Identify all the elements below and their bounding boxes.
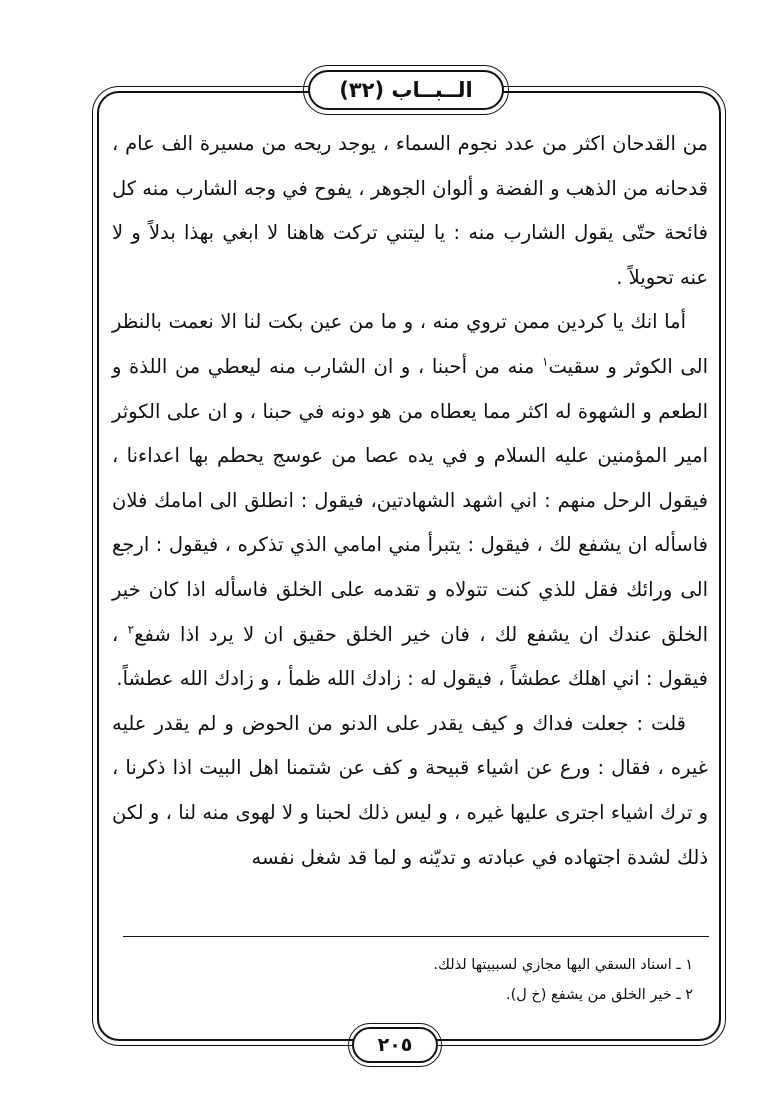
paragraph-1: من القدحان اكثر من عدد نجوم السماء ، يوجد ريحه من مسيرة الف عام ، قدحانه من الذهب و الفضة و ألوان الجوهر ، يفوح في وجه الشارب منه كل فائحة حتّى يقول الشارب منه : يا ليتني تركت هاهنا لا ابغي بهذا بدلاً و لا عنه تحويلاً .: [112, 132, 708, 289]
footnote-ref-1: ١: [542, 354, 549, 369]
paragraph-2-part-2: منه من أحبنا ، و ان الشارب منه ليعطي من اللذة و الطعم و الشهوة له اكثر مما يعطاه من هو دونه في حبنا ، و ان على الكوثر امير المؤمنين عليه السلام و في يده عصا من عوسج يحطم بها اعداءنا ، فيقول الرحل منهم : اني اشهد الشهادتين، فيقول : انطلق الى امامك فلان فاسأله ان يشفع لك ، فيقول : يتبرأ مني امامي الذي تذكره ، فيقول : ارجع الى ورائك فقل للذي كنت تتولاه و تقدمه على الخلق فاسأله اذا كان خير الخلق عندك ان يشفع لك ، فان خير الخلق حقيق ان لا يرد اذا شفع: [112, 354, 708, 646]
footnote-ref-2: ٢: [127, 622, 135, 637]
footnote-divider: [123, 936, 709, 937]
footnote-2: ٢ ـ خير الخلق من يشفع (خ ل).: [506, 987, 693, 1003]
footnote-1: ١ ـ اسناد السقي اليها مجازي لسببيتها لذلك.: [433, 957, 693, 973]
paragraph-2-part-3: ، فيقول : اني اهلك عطشاً ، فيقول له : زادك الله ظمأ ، و زادك الله عطشاً.: [112, 622, 708, 691]
chapter-header: [308, 70, 504, 110]
page-number-text: ٢٠٥: [377, 1034, 413, 1056]
footnotes: [123, 950, 709, 1010]
paragraph-2-part-1: أما انك يا كردين ممن تروي منه ، و ما من عين بكت لنا الا نعمت بالنظر الى الكوثر و سقيت: [112, 310, 709, 378]
page-number: [352, 1027, 438, 1063]
main-text: [112, 122, 708, 880]
chapter-header-text: الــبــاب (٣٢): [339, 78, 473, 102]
paragraph-3: قلت : جعلت فداك و كيف يقدر على الدنو من الحوض و لم يقدر عليه غيره ، فقال : ورع عن اشياء قبيحة و كف عن شتمنا اهل البيت اذا ذكرنا ، و ترك اشياء اجترى عليها غيره ، و ليس ذلك لحبنا و لا لهوى منه لنا ، و لكن ذلك لشدة اجتهاده في عبادته و تديّنه و لما قد شغل نفسه: [112, 711, 708, 869]
paragraph-2: [112, 300, 708, 701]
